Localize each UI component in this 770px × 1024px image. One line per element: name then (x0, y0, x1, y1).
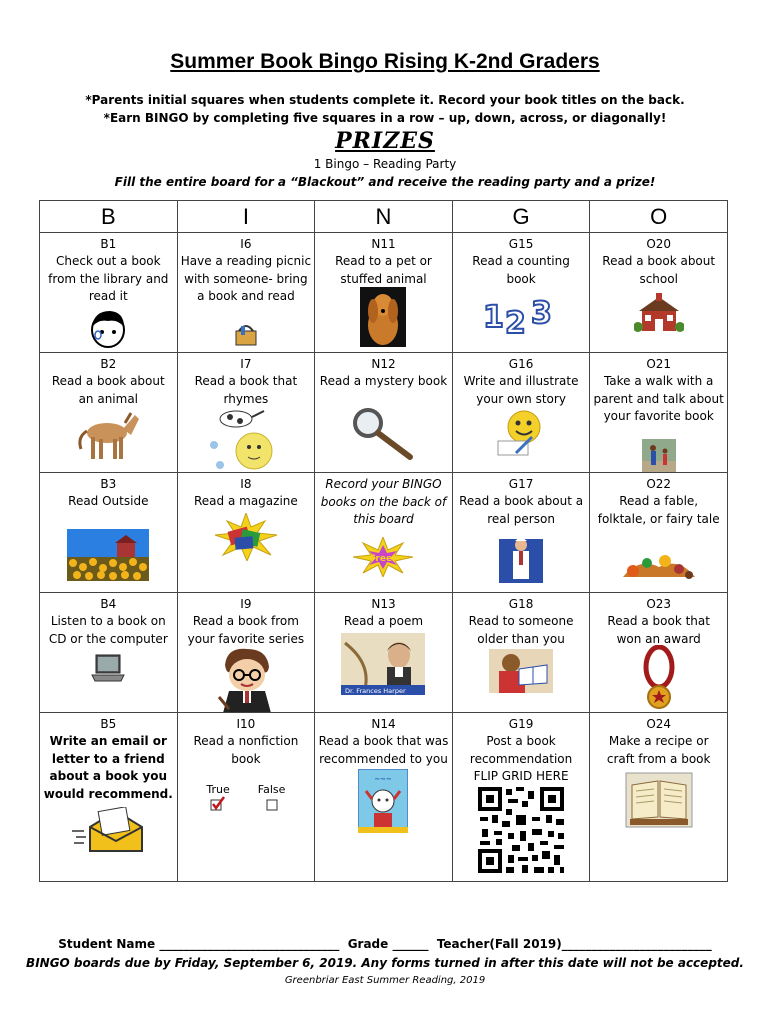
square-code: O24 (646, 717, 672, 731)
bingo-square-b2[interactable] (40, 353, 178, 473)
flipgrid-label: FLIP GRID HERE (473, 769, 569, 783)
square-task: Read a book from your favorite series (187, 614, 305, 646)
square-task: Write an email or letter to a friend about a book you would recommend. (43, 734, 173, 801)
bingo-square-g18[interactable] (452, 593, 590, 713)
family-walking-icon (590, 439, 727, 472)
square-task: Read a magazine (194, 494, 298, 508)
svg-text:2: 2 (505, 306, 526, 337)
prize-bingo: 1 Bingo – Reading Party (313, 157, 457, 171)
square-task: Read a nonfiction book (193, 734, 299, 766)
svg-text:1: 1 (483, 300, 504, 335)
svg-text:~~~: ~~~ (374, 775, 393, 783)
square-code: G15 (508, 237, 534, 251)
fairytale-icon (590, 547, 727, 583)
square-code: N13 (371, 597, 396, 611)
square-task: Read Outside (68, 494, 149, 508)
cow-jumping-moon-icon (178, 405, 315, 472)
bingo-square-g16[interactable] (452, 353, 590, 473)
square-code: B5 (100, 717, 117, 731)
bingo-square-b4[interactable] (40, 593, 178, 713)
bingo-square-o24[interactable] (590, 713, 728, 882)
poet-portrait-icon (315, 633, 452, 695)
square-task: Record your BINGO books on the back of this board (320, 477, 447, 526)
bingo-square-n11[interactable] (315, 233, 453, 353)
laptop-icon (40, 653, 177, 683)
square-code: N12 (371, 357, 396, 371)
square-task: Post a book recommendation (469, 734, 573, 766)
square-task: Read a book that was recommended to you (318, 734, 449, 766)
column-header-o: O (590, 201, 728, 233)
bingo-square-i7[interactable] (177, 353, 315, 473)
bingo-square-o21[interactable] (590, 353, 728, 473)
bingo-square-g19[interactable] (452, 713, 590, 882)
square-task: Take a walk with a parent and talk about your favorite book (593, 374, 724, 423)
false-label: False (257, 783, 286, 796)
column-header-n: N (315, 201, 453, 233)
boy-face-icon (40, 307, 177, 349)
square-code: B3 (100, 477, 117, 491)
instruction-note-1: *Parents initial squares when students complete it. Record your book titles on the back. (85, 93, 685, 107)
square-task: Read a mystery book (319, 374, 448, 388)
square-task: Read a book about an animal (51, 374, 165, 406)
free-star-icon (315, 537, 452, 577)
column-header-i: I (177, 201, 315, 233)
bingo-square-free[interactable] (315, 473, 453, 593)
square-task: Read a book about school (602, 254, 716, 286)
bingo-square-n14[interactable] (315, 713, 453, 882)
square-task: Write and illustrate your own story (463, 374, 579, 406)
false-option (258, 783, 286, 817)
true-label: True (206, 783, 230, 796)
farm-field-icon (40, 529, 177, 581)
square-code: B1 (100, 237, 117, 251)
horse-icon (40, 407, 177, 461)
due-date-note: BINGO boards due by Friday, September 6, 2019. Any forms turned in after this date will not be accepted. (26, 956, 744, 970)
bingo-square-g15[interactable] (452, 233, 590, 353)
square-task: Read to a pet or stuffed animal (335, 254, 432, 286)
square-task: Read a book about a real person (459, 494, 584, 526)
square-code: G16 (508, 357, 534, 371)
checkbox-icon (264, 796, 280, 812)
square-code: O20 (646, 237, 672, 251)
bingo-square-i8[interactable] (177, 473, 315, 593)
historical-person-icon (453, 535, 590, 583)
magnifying-glass-icon (315, 405, 452, 461)
instruction-note-2: *Earn BINGO by completing five squares in a row – up, down, across, or diagonally! (103, 111, 667, 125)
square-code: N14 (371, 717, 396, 731)
magazines-icon (178, 513, 315, 561)
square-code: I7 (240, 357, 252, 371)
free-star-label: Free! (370, 554, 397, 564)
bingo-board (39, 200, 728, 882)
bingo-square-i9[interactable] (177, 593, 315, 713)
page-title: Summer Book Bingo Rising K-2nd Graders (170, 50, 600, 73)
square-code: O23 (646, 597, 672, 611)
square-code: G19 (508, 717, 534, 731)
square-code: I10 (236, 717, 256, 731)
square-code: N11 (371, 237, 396, 251)
poet-caption: Dr. Frances Harper (345, 687, 407, 695)
square-task: Read to someone older than you (468, 614, 574, 646)
picnic-basket-icon (178, 321, 315, 347)
reading-child-icon (453, 649, 590, 693)
prizes-heading: PRIZES (335, 128, 435, 154)
checked-checkbox-icon (210, 796, 226, 812)
bingo-square-o22[interactable] (590, 473, 728, 593)
bingo-square-n12[interactable] (315, 353, 453, 473)
square-task: Make a recipe or craft from a book (606, 734, 711, 766)
qr-code-icon[interactable] (453, 785, 590, 875)
award-medal-icon (590, 645, 727, 709)
square-code: I8 (240, 477, 252, 491)
schoolhouse-icon (590, 293, 727, 333)
square-code: O22 (646, 477, 672, 491)
square-code: B2 (100, 357, 117, 371)
square-task: Listen to a book on CD or the computer (48, 614, 168, 646)
program-credit: Greenbriar East Summer Reading, 2019 (284, 975, 486, 986)
true-option (206, 783, 229, 817)
square-task: Read a poem (343, 614, 424, 628)
envelope-letter-icon (40, 807, 177, 855)
numbers-123-icon (453, 293, 590, 337)
square-code: I6 (240, 237, 252, 251)
bingo-square-i10[interactable] (177, 713, 315, 882)
square-code: B4 (100, 597, 117, 611)
svg-text:3: 3 (531, 296, 552, 331)
square-code: G18 (508, 597, 534, 611)
harry-potter-icon (178, 647, 315, 712)
bingo-square-b3[interactable] (40, 473, 178, 593)
square-task: Read a book that won an award (607, 614, 710, 646)
prize-blackout: Fill the entire board for a “Blackout” and receive the reading party and a prize! (114, 175, 656, 189)
square-task: Read a book that rhymes (194, 374, 298, 406)
square-task: Read a fable, folktale, or fairy tale (597, 494, 720, 526)
square-task: Read a counting book (472, 254, 570, 286)
open-recipe-book-icon (590, 771, 727, 829)
bingo-square-o20[interactable] (590, 233, 728, 353)
bingo-square-o23[interactable] (590, 593, 728, 713)
bingo-square-n13[interactable] (315, 593, 453, 713)
dog-icon (315, 287, 452, 347)
student-info-line[interactable]: Student Name ______________________________ Grade ______ Teacher(Fall 2019)_________________________ (58, 937, 712, 951)
bingo-square-g17[interactable] (452, 473, 590, 593)
square-task: Check out a book from the library and read it (48, 254, 169, 303)
bingo-square-b1[interactable] (40, 233, 178, 353)
bingo-square-b5[interactable] (40, 713, 178, 882)
bingo-square-i6[interactable] (177, 233, 315, 353)
smiley-writing-icon (453, 409, 590, 457)
square-code: O21 (646, 357, 672, 371)
column-header-g: G (452, 201, 590, 233)
square-code: G17 (508, 477, 534, 491)
square-task: Have a reading picnic with someone- bring a book and read (180, 254, 312, 303)
square-code: I9 (240, 597, 252, 611)
column-header-b: B (40, 201, 178, 233)
book-cover-icon (315, 769, 452, 833)
